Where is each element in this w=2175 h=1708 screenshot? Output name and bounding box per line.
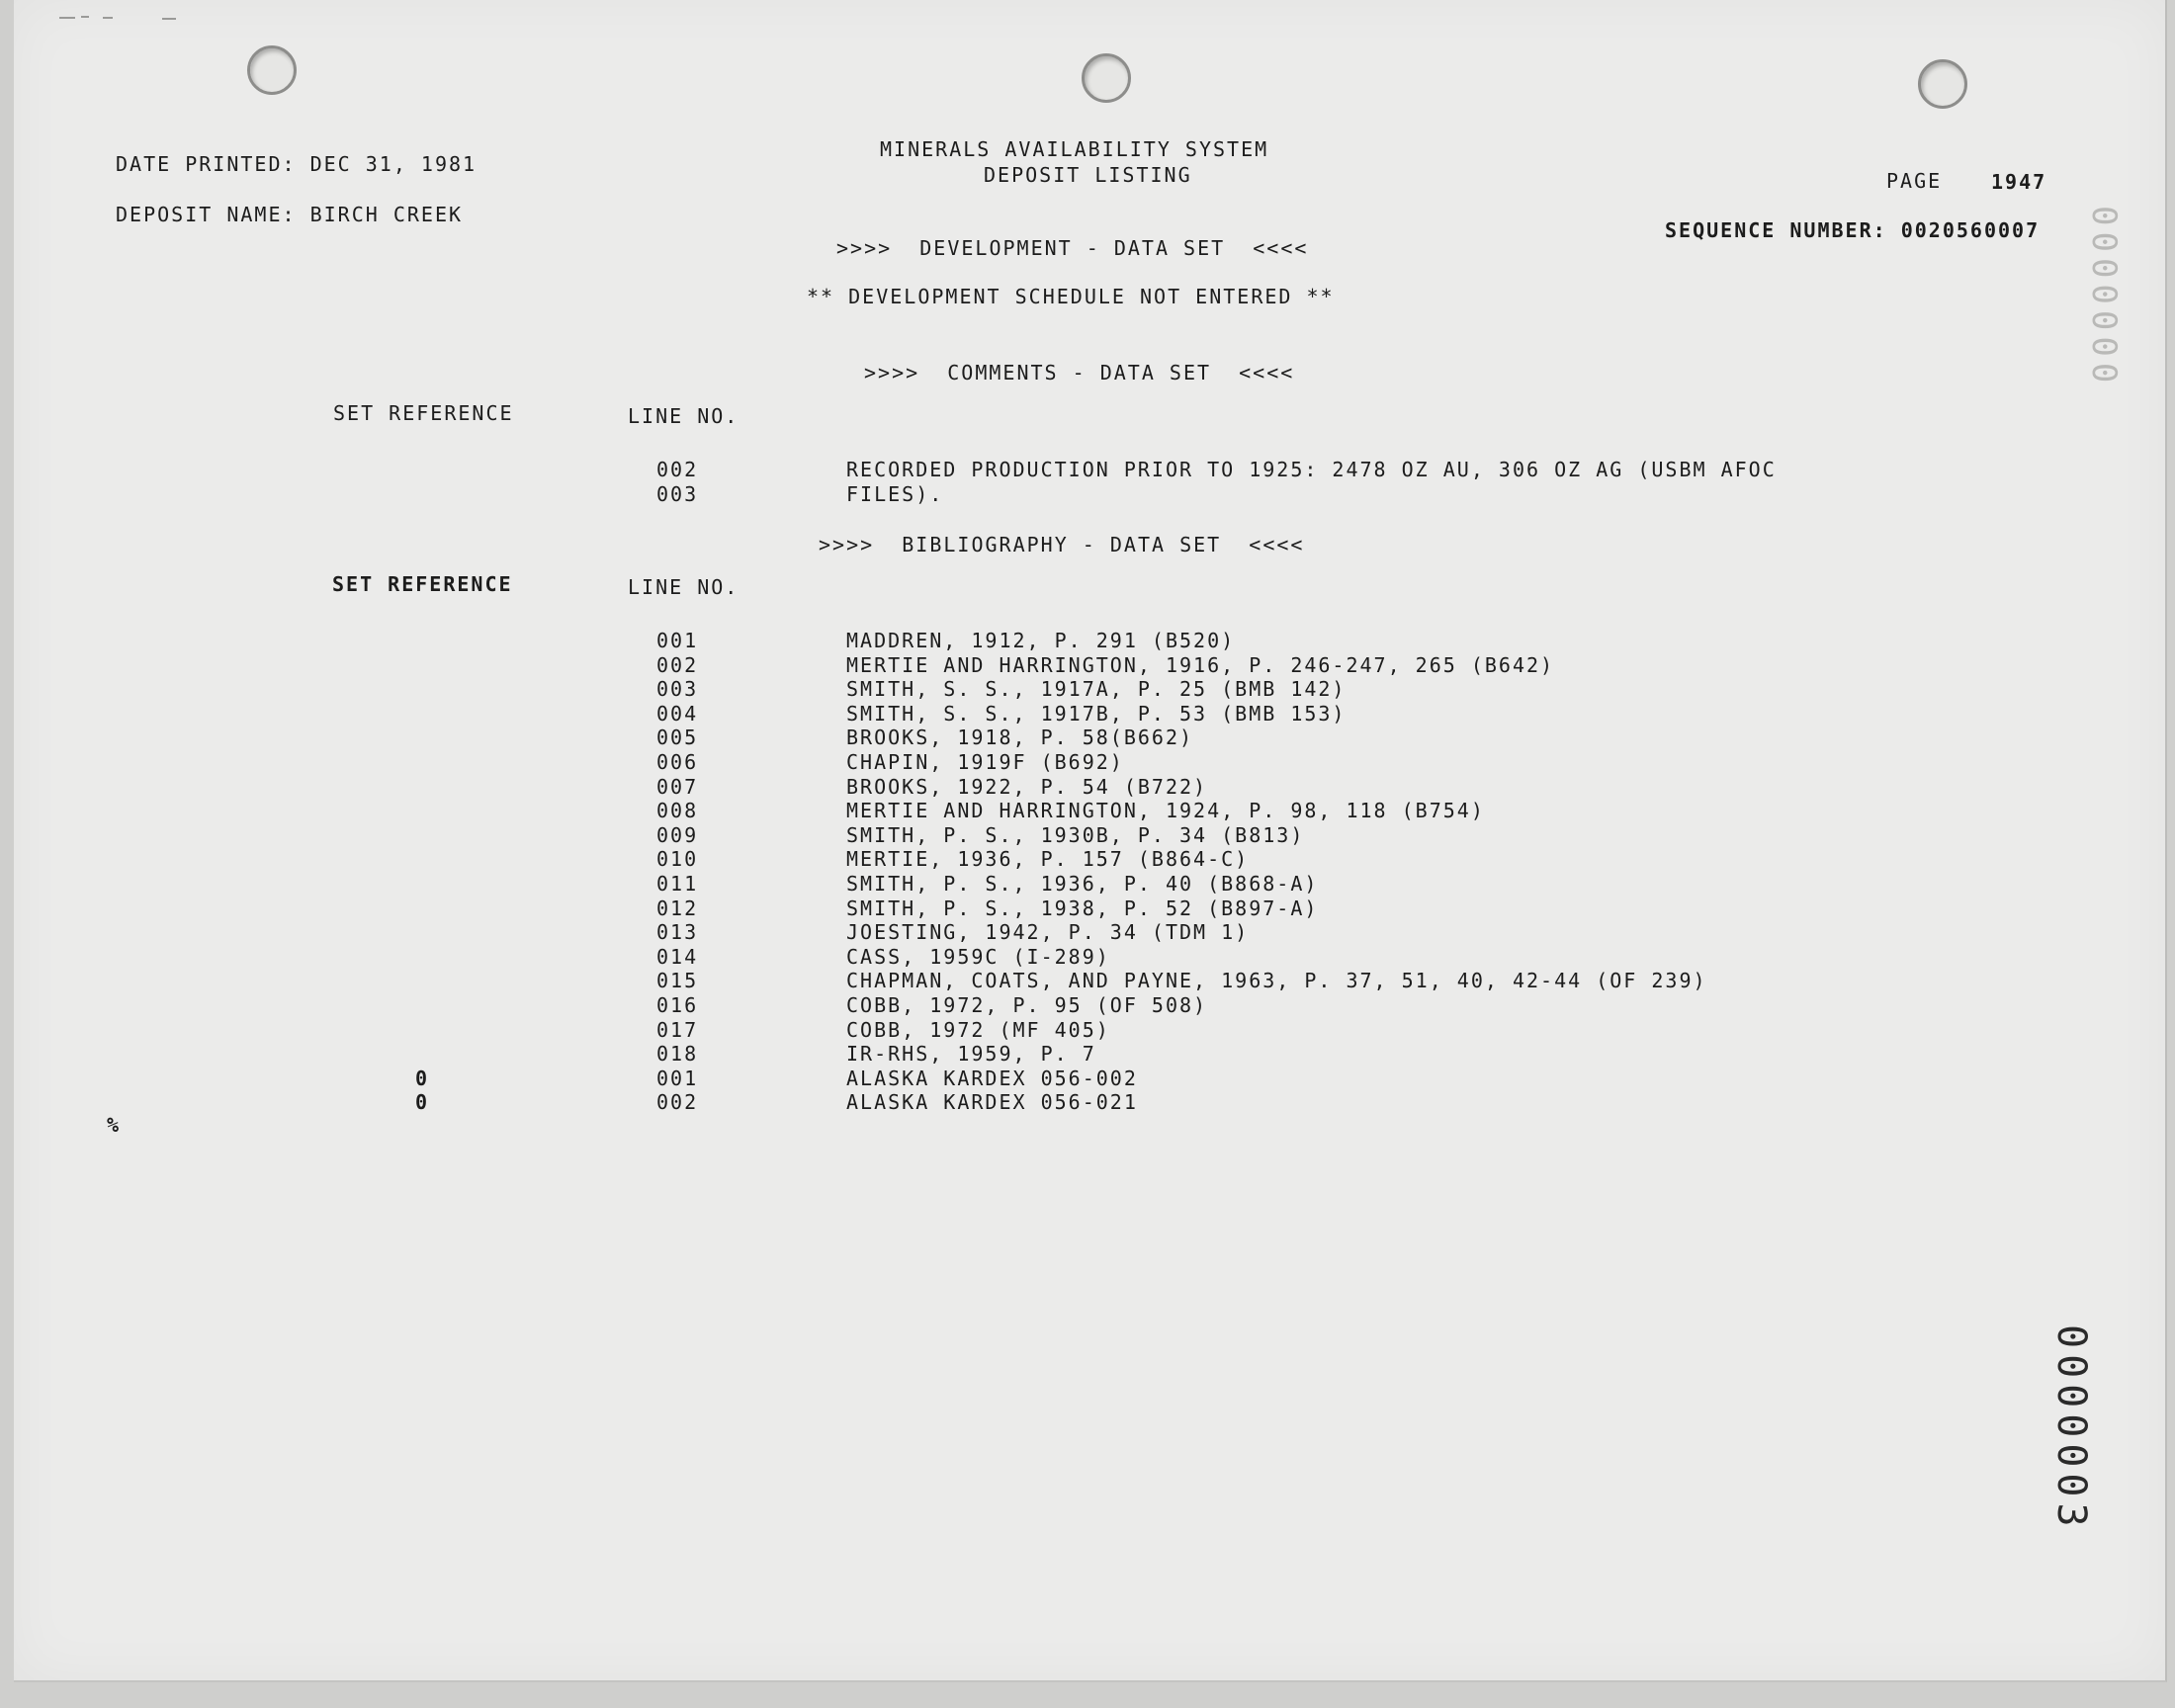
punch-hole: [1082, 53, 1131, 103]
list-item: [0, 1067, 1977, 1091]
date-printed: DATE PRINTED: DEC 31, 1981: [116, 152, 478, 176]
entry-text-cell: SMITH, P. S., 1936, P. 40 (B868-A): [846, 872, 1319, 896]
list-item: [0, 872, 1977, 897]
line-number-cell: 002: [656, 1090, 699, 1115]
set-reference-cell: 0: [415, 1090, 430, 1115]
entry-text-cell: MERTIE AND HARRINGTON, 1916, P. 246-247, 265 (B642): [846, 652, 1555, 677]
system-title: MINERALS AVAILABILITY SYSTEM: [880, 137, 1269, 161]
list-item: [0, 702, 1977, 726]
line-number-cell: 016: [656, 993, 699, 1017]
comments-col-set-reference: SET REFERENCE: [333, 401, 514, 425]
entry-text-cell: SMITH, S. S., 1917A, P. 25 (BMB 142): [846, 677, 1347, 702]
line-number-cell: 002: [656, 458, 699, 481]
line-number-cell: 006: [656, 750, 699, 774]
line-number-cell: 010: [656, 847, 699, 872]
entry-text-cell: MERTIE, 1936, P. 157 (B864-C): [846, 847, 1250, 872]
line-number-cell: 007: [656, 774, 699, 799]
list-item: [0, 482, 1977, 507]
punch-hole: [247, 45, 297, 95]
entry-text-cell: COBB, 1972 (MF 405): [846, 1017, 1110, 1042]
line-number-cell: 005: [656, 726, 699, 750]
line-number-cell: 004: [656, 701, 699, 726]
punch-hole: [1918, 59, 1967, 109]
line-number-cell: 014: [656, 944, 699, 969]
sequence-number: SEQUENCE NUMBER: 0020560007: [1665, 218, 2041, 242]
comments-heading: >>>> COMMENTS - DATA SET <<<<: [864, 361, 1295, 384]
list-item: [0, 969, 1977, 993]
list-item: [0, 993, 1977, 1018]
bibliography-heading: >>>> BIBLIOGRAPHY - DATA SET <<<<: [819, 533, 1305, 556]
development-note: ** DEVELOPMENT SCHEDULE NOT ENTERED **: [807, 285, 1335, 308]
entry-text-cell: BROOKS, 1918, P. 58(B662): [846, 726, 1194, 750]
ink-smudge: [59, 12, 178, 22]
line-number-cell: 017: [656, 1017, 699, 1042]
entry-text-cell: JOESTING, 1942, P. 34 (TDM 1): [846, 920, 1250, 945]
list-item: [0, 823, 1977, 848]
list-item: [0, 458, 1977, 482]
line-number-cell: 018: [656, 1042, 699, 1067]
entry-text-cell: SMITH, P. S., 1938, P. 52 (B897-A): [846, 896, 1319, 920]
footer-mark: %: [107, 1113, 122, 1137]
list-item: [0, 799, 1977, 823]
deposit-name: DEPOSIT NAME: BIRCH CREEK: [116, 203, 464, 226]
listing-title: DEPOSIT LISTING: [984, 163, 1192, 187]
entry-text-cell: BROOKS, 1922, P. 54 (B722): [846, 774, 1208, 799]
list-item: [0, 677, 1977, 702]
entry-text-cell: CHAPIN, 1919F (B692): [846, 750, 1124, 774]
list-item: [0, 629, 1977, 653]
line-number-cell: 009: [656, 822, 699, 847]
entry-text-cell: MADDREN, 1912, P. 291 (B520): [846, 629, 1236, 652]
entry-text-cell: MERTIE AND HARRINGTON, 1924, P. 98, 118 (B754): [846, 799, 1485, 823]
list-item: [0, 775, 1977, 800]
line-number-cell: 003: [656, 482, 699, 506]
line-number-cell: 012: [656, 896, 699, 920]
entry-text-cell: RECORDED PRODUCTION PRIOR TO 1925: 2478 OZ AU, 306 OZ AG (USBM AFOC: [846, 458, 1777, 481]
list-item: [0, 750, 1977, 775]
list-item: [0, 1018, 1977, 1043]
development-heading: >>>> DEVELOPMENT - DATA SET <<<<: [836, 236, 1309, 260]
entry-text-cell: ALASKA KARDEX 056-021: [846, 1090, 1138, 1115]
list-item: [0, 1042, 1977, 1067]
line-number-cell: 002: [656, 652, 699, 677]
set-reference-cell: 0: [415, 1066, 430, 1090]
entry-text-cell: CASS, 1959C (I-289): [846, 944, 1110, 969]
entry-text-cell: SMITH, S. S., 1917B, P. 53 (BMB 153): [846, 701, 1347, 726]
entry-text-cell: IR-RHS, 1959, P. 7: [846, 1042, 1096, 1067]
list-item: [0, 945, 1977, 970]
page-number: 1947: [1991, 170, 2047, 194]
entry-text-cell: COBB, 1972, P. 95 (OF 508): [846, 993, 1208, 1017]
line-number-cell: 003: [656, 677, 699, 702]
entry-text-cell: FILES).: [846, 482, 944, 506]
line-number-cell: 013: [656, 920, 699, 945]
page-label: PAGE: [1886, 169, 1943, 193]
list-item: [0, 1090, 1977, 1115]
bibliography-col-line-no: LINE NO.: [628, 575, 740, 599]
line-number-cell: 011: [656, 872, 699, 896]
comments-col-line-no: LINE NO.: [628, 404, 740, 428]
entry-text-cell: CHAPMAN, COATS, AND PAYNE, 1963, P. 37, 51, 40, 42-44 (OF 239): [846, 969, 1707, 993]
bibliography-col-set-reference: SET REFERENCE: [332, 572, 513, 596]
side-stamp: 0000003: [2048, 1324, 2094, 1533]
list-item: [0, 920, 1977, 945]
line-number-cell: 001: [656, 1066, 699, 1090]
entry-text-cell: ALASKA KARDEX 056-002: [846, 1066, 1138, 1090]
list-item: [0, 847, 1977, 872]
list-item: [0, 726, 1977, 750]
list-item: [0, 897, 1977, 921]
side-stamp-faint: 0000000: [2084, 206, 2124, 389]
list-item: [0, 653, 1977, 678]
entry-text-cell: SMITH, P. S., 1930B, P. 34 (B813): [846, 822, 1305, 847]
line-number-cell: 015: [656, 969, 699, 993]
line-number-cell: 001: [656, 629, 699, 652]
line-number-cell: 008: [656, 799, 699, 823]
